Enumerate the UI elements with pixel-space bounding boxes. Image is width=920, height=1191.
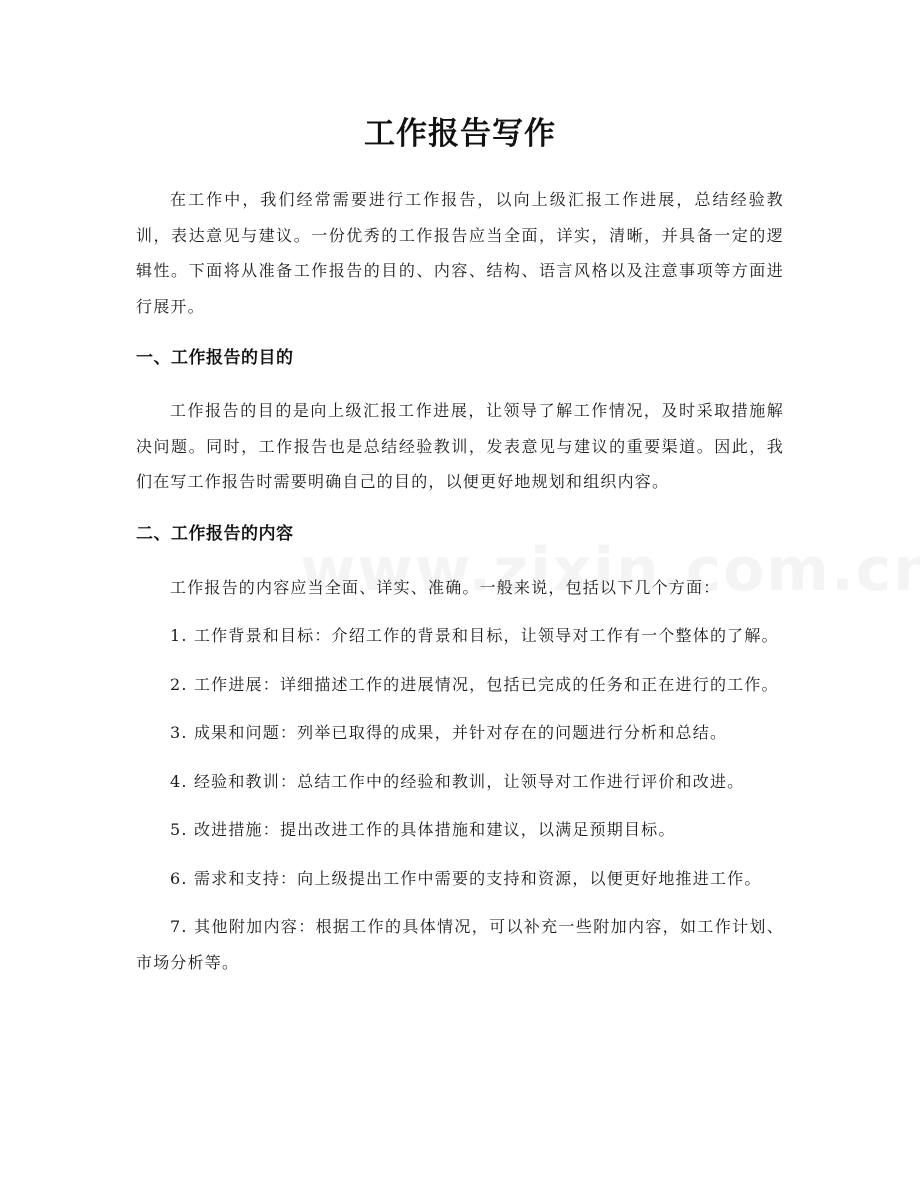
list-item: 1. 工作背景和目标：介绍工作的背景和目标，让领导对工作有一个整体的了解。 bbox=[170, 626, 779, 645]
list-item: 4. 经验和教训：总结工作中的经验和教训，让领导对工作进行评价和改进。 bbox=[170, 771, 745, 791]
section-paragraph-content: 工作报告的内容应当全面、详实、准确。一般来说，包括以下几个方面： bbox=[170, 577, 721, 597]
section-heading-content: 二、工作报告的内容 bbox=[136, 523, 294, 544]
list-item: 2. 工作进展：详细描述工作的进展情况，包括已完成的任务和正在进行的工作。 bbox=[170, 674, 779, 694]
document-body bbox=[136, 182, 784, 980]
list-item: 6. 需求和支持：向上级提出工作中需要的支持和资源，以便更好地推进工作。 bbox=[170, 868, 762, 888]
list-item: 5. 改进措施：提出改进工作的具体措施和建议，以满足预期目标。 bbox=[170, 820, 676, 839]
list-item: 3. 成果和问题：列举已取得的成果，并针对存在的问题进行分析和总结。 bbox=[170, 723, 728, 742]
page-title: 工作报告写作 bbox=[364, 116, 556, 152]
section-paragraph-purpose: 工作报告的目的是向上级汇报工作进展，让领导了解工作情况，及时采取措施解决问题。同时，工作报告也是总结经验教训，发表意见与建议的重要渠道。因此，我们在写工作报告时需要明确自己的目的，以便更好地规划和组织内容。 bbox=[136, 401, 784, 491]
intro-paragraph: 在工作中，我们经常需要进行工作报告，以向上级汇报工作进展，总结经验教训，表达意见与建议。一份优秀的工作报告应当全面，详实，清晰，并具备一定的逻辑性。下面将从准备工作报告的目的、内容、结构、语言风格以及注意事项等方面进行展开。 bbox=[136, 190, 784, 316]
list-item: 7. 其他附加内容：根据工作的具体情况，可以补充一些附加内容，如工作计划、市场分析等。 bbox=[136, 917, 784, 972]
section-heading-purpose: 一、工作报告的目的 bbox=[136, 348, 294, 368]
